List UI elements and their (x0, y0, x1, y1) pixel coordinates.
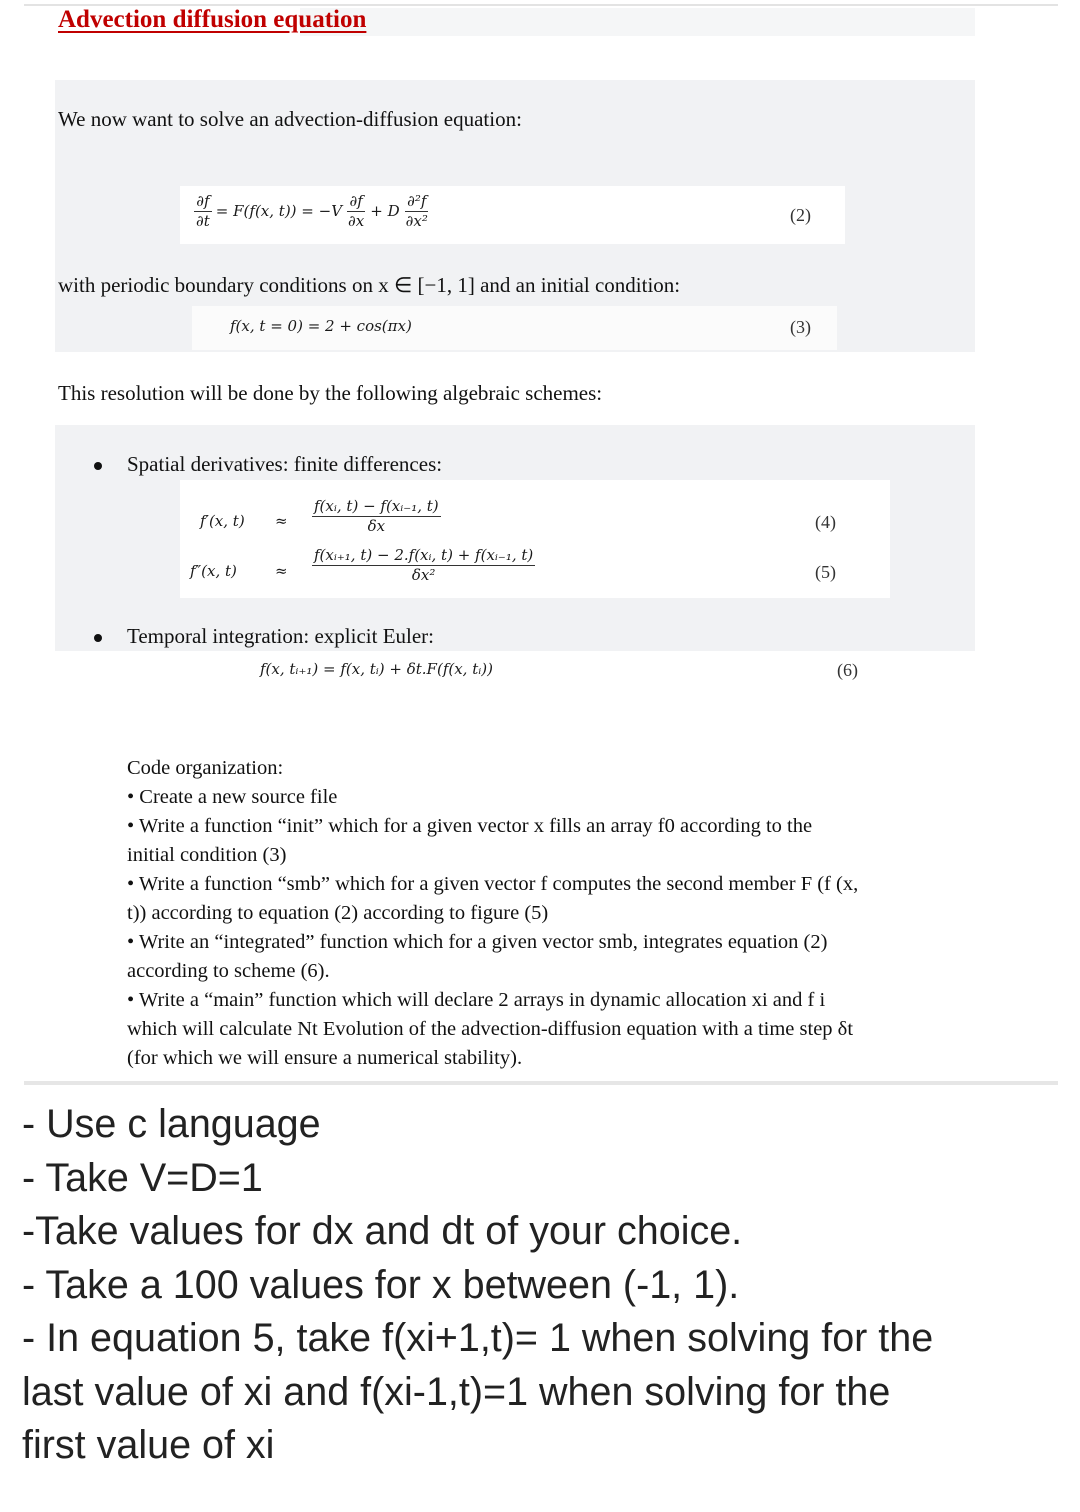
note-line: first value of xi (22, 1423, 275, 1467)
note-line: - Take V=D=1 (22, 1155, 263, 1200)
note-line: - Use c language (22, 1102, 321, 1146)
equation-5-approx: ≈ (275, 562, 288, 580)
code-organization-line: t)) according to equation (2) according to figure (5) (127, 902, 549, 924)
equation-4-numerator: f(xᵢ, t) − f(xᵢ₋₁, t) (314, 497, 439, 515)
assignment-notes (22, 1098, 1072, 1473)
spatial-derivatives-label: Spatial derivatives: finite differences: (127, 452, 443, 476)
temporal-integration-label: Temporal integration: explicit Euler: (127, 624, 435, 648)
eq2-d2f-dx2: $\frac{\text{∂²f}}{\text{∂x²}}$ (405, 192, 428, 230)
equation-4-lhs: f′(x, t) (200, 512, 245, 530)
bullet-temporal (94, 634, 102, 642)
equation-5-number: (5) (815, 562, 836, 582)
eq2-df-dt: $\frac{\partial f}{\partial t}$ (196, 192, 210, 230)
code-organization-heading: Code organization: (127, 757, 284, 779)
equation-4-rhs (312, 497, 441, 536)
note-line: last value of xi and f(xi-1,t)=1 when solving for the (22, 1369, 891, 1414)
code-organization-line: according to scheme (6). (127, 960, 330, 982)
equation-3-number: (3) (790, 317, 811, 337)
code-organization (127, 754, 1007, 1073)
document-title: Advection diffusion equation (58, 6, 367, 33)
boundary-conditions-text: with periodic boundary conditions on x ∈ [−1, 1] and an initial condition: (58, 273, 681, 297)
code-organization-line: • Create a new source file (127, 786, 338, 808)
code-organization-line: • Write a “main” function which will declare 2 arrays in dynamic allocation xi and f i (127, 989, 826, 1011)
bullet-spatial (94, 462, 102, 470)
note-line: - Take a 100 values for x between (-1, 1). (22, 1262, 740, 1307)
code-organization-line: • Write a function “smb” which for a given vector f computes the second member F (f (x, (127, 873, 859, 895)
equation-4-approx: ≈ (275, 512, 288, 530)
equation-6-number: (6) (837, 660, 858, 680)
eq2-plus-d: + D (370, 202, 400, 221)
code-organization-line: (for which we will ensure a numerical stability). (127, 1047, 523, 1069)
code-organization-line: initial condition (3) (127, 844, 287, 866)
equation-5-numerator: f(xᵢ₊₁, t) − 2.f(xᵢ, t) + f(xᵢ₋₁, t) (314, 546, 534, 564)
eq2-df-dx: $\frac{\partial f}{\partial x}$ (348, 192, 365, 230)
title-band (300, 8, 975, 36)
schemes-intro-text: This resolution will be done by the following algebraic schemes: (58, 381, 603, 405)
equation-2 (194, 192, 430, 231)
equation-2-number: (2) (790, 205, 811, 225)
equation-3: f(x, t = 0) = 2 + cos(πx) (230, 317, 412, 335)
equation-5-rhs (312, 546, 535, 585)
equation-5-denominator: δx² (411, 565, 436, 584)
equation-4-number: (4) (815, 512, 836, 532)
equation-4-denominator: δx (367, 516, 386, 535)
section-separator (24, 1081, 1058, 1085)
code-organization-line: • Write an “integrated” function which for a given vector smb, integrates equation (2) (127, 931, 828, 953)
eq2-middle: = F(f(x, t)) = −V (215, 202, 343, 221)
intro-text: We now want to solve an advection-diffusion equation: (58, 107, 522, 131)
code-organization-line: which will calculate Nt Evolution of the advection-diffusion equation with a time step δt (127, 1018, 854, 1040)
equation-6: f(x, tᵢ₊₁) = f(x, tᵢ) + δt.F(f(x, tᵢ)) (260, 660, 493, 678)
note-line: -Take values for dx and dt of your choice. (22, 1209, 743, 1253)
code-organization-line: • Write a function “init” which for a given vector x fills an array f0 according to the (127, 815, 813, 837)
equation-5-lhs: f″(x, t) (190, 562, 237, 580)
note-line: - In equation 5, take f(xi+1,t)= 1 when solving for the (22, 1316, 934, 1360)
